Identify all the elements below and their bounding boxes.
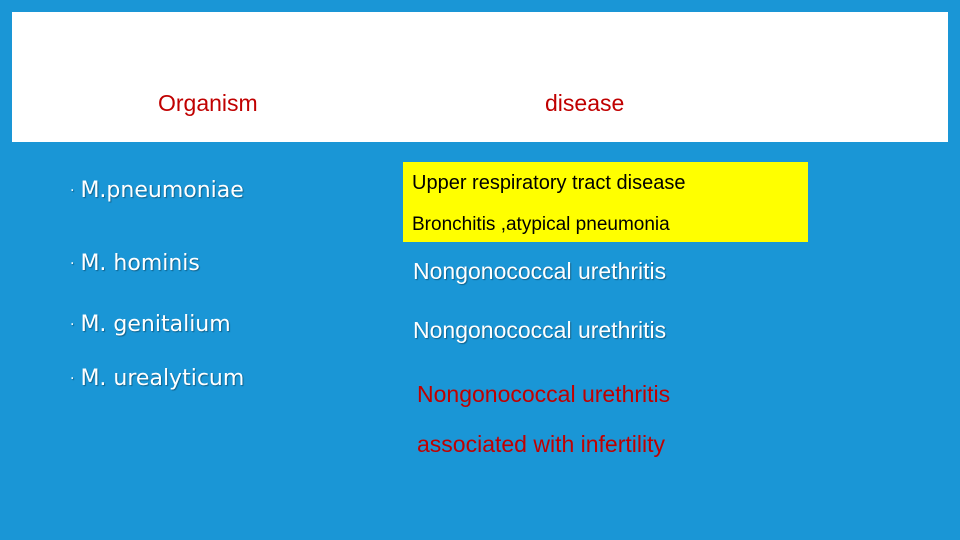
disease-text: Bronchitis ,atypical pneumonia <box>412 214 670 235</box>
disease-text: associated with infertility <box>417 431 665 457</box>
bullet: · <box>70 371 75 387</box>
organism-name: M. urealyticum <box>80 366 245 391</box>
bottom-border <box>0 530 960 540</box>
organism-name: M. genitalium <box>80 312 231 337</box>
organism-item <box>70 251 200 276</box>
organism-item <box>70 366 244 391</box>
disease-text: Nongonococcal urethritis <box>413 317 667 343</box>
disease-header: disease <box>545 90 625 116</box>
top-border <box>0 0 960 12</box>
left-border <box>0 0 12 540</box>
organism-item <box>70 178 244 203</box>
bullet: · <box>70 317 75 333</box>
disease-text: Nongonococcal urethritis <box>413 258 667 284</box>
organism-name: M.pneumoniae <box>80 178 244 203</box>
organism-name: M. hominis <box>80 251 200 276</box>
header-background <box>12 12 948 142</box>
disease-text: Upper respiratory tract disease <box>412 172 686 194</box>
organism-header: Organism <box>158 90 258 116</box>
organism-item <box>70 312 231 337</box>
disease-text: Nongonococcal urethritis <box>417 381 671 407</box>
bullet: · <box>70 256 75 272</box>
right-border <box>948 0 960 540</box>
bullet: · <box>70 183 75 199</box>
